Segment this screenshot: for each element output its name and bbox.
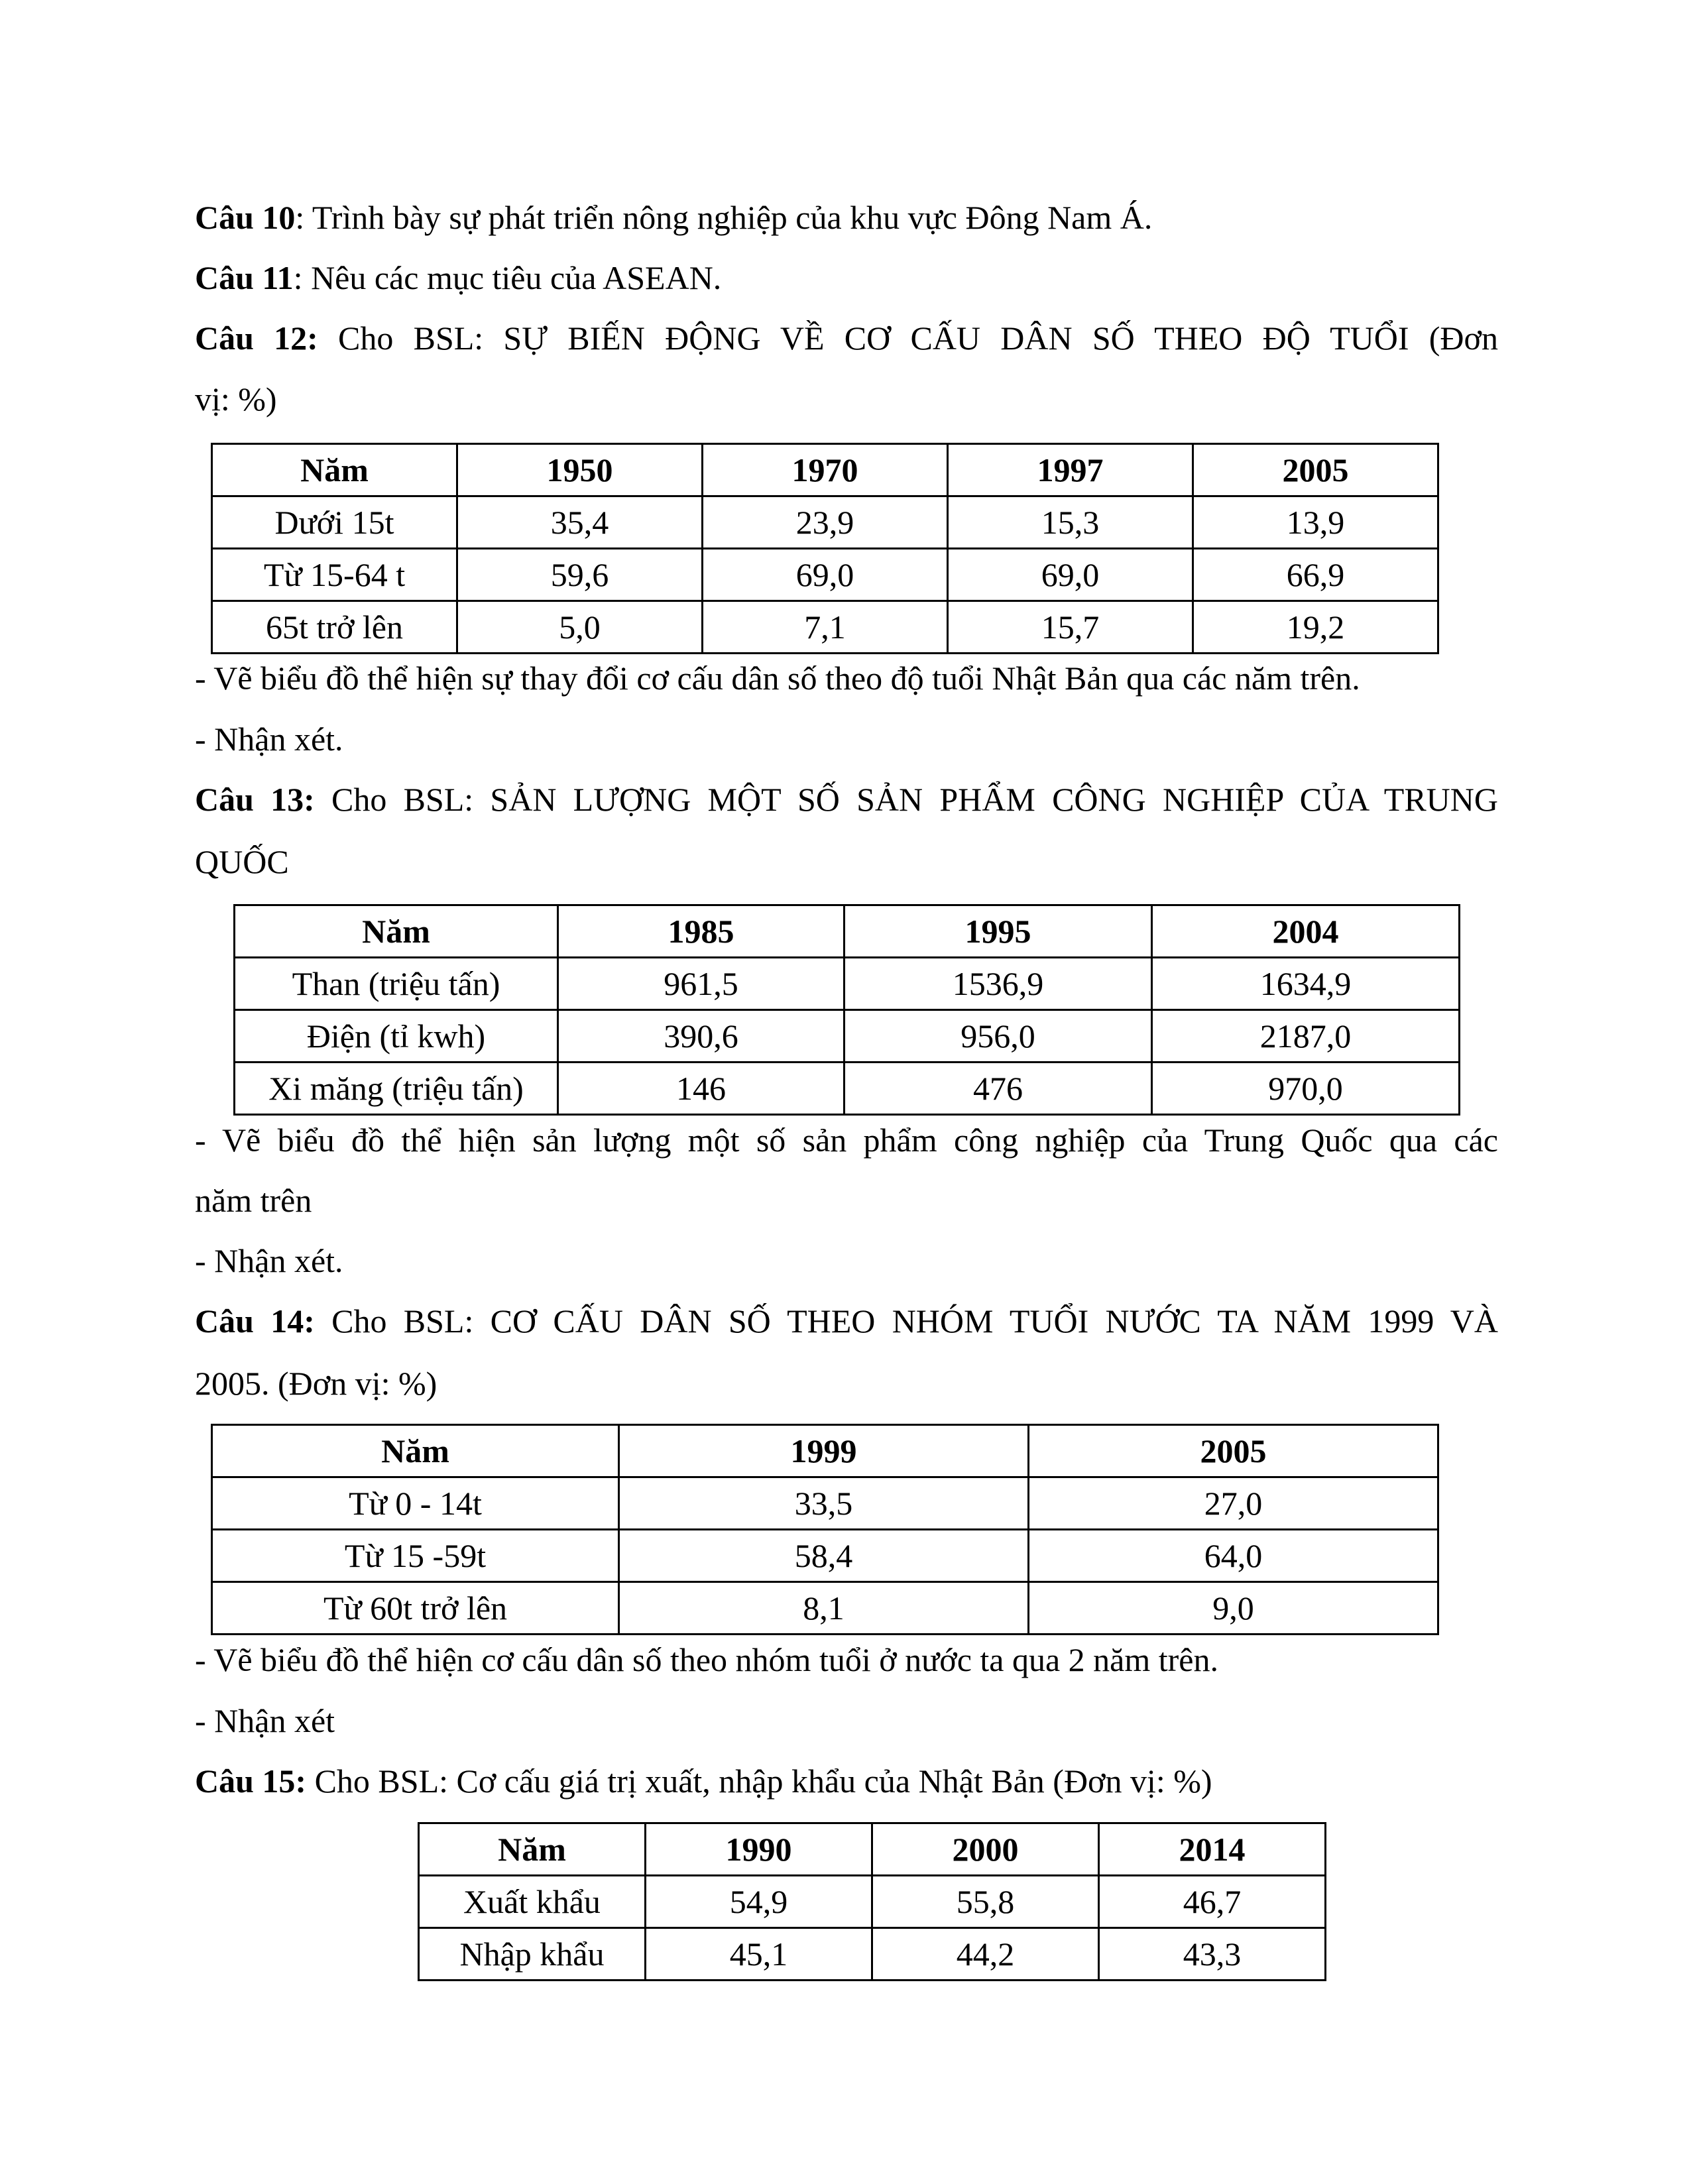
table-header-cell: 2005: [1029, 1425, 1438, 1477]
table-row: [212, 601, 1438, 654]
question-13-task1-line2: năm trên: [195, 1182, 312, 1219]
table-header-cell: Năm: [235, 905, 558, 958]
question-13-task2: - Nhận xét.: [195, 1242, 343, 1279]
question-15-title: Câu 15: Cho BSL: Cơ cấu giá trị xuất, nhập khẩu của Nhật Bản (Đơn vị: %): [195, 1762, 1212, 1800]
table-row: [212, 1530, 1438, 1582]
table-cell: 19,2: [1193, 601, 1438, 654]
question-12-title-line2: vị: %): [195, 380, 277, 418]
question-11-text: : Nêu các mục tiêu của ASEAN.: [293, 259, 722, 296]
question-14-title-line2: 2005. (Đơn vị: %): [195, 1365, 437, 1402]
table-row: [212, 1582, 1438, 1635]
table-header-cell: 1990: [646, 1823, 872, 1876]
question-12-label: Câu 12:: [195, 319, 318, 357]
table-row: [212, 496, 1438, 549]
table-cell: 64,0: [1029, 1530, 1438, 1582]
table-cell: 69,0: [948, 549, 1193, 601]
table-header-row: [212, 444, 1438, 496]
table-q12: [211, 443, 1439, 654]
table-cell: Điện (tỉ kwh): [235, 1010, 558, 1063]
table-cell: 146: [558, 1063, 845, 1115]
table-cell: 65t trở lên: [212, 601, 457, 654]
table-header-cell: 1997: [948, 444, 1193, 496]
table-row: [419, 1876, 1326, 1928]
table-cell: Từ 0 - 14t: [212, 1477, 619, 1530]
question-13-task1-line1: - Vẽ biểu đồ thể hiện sản lượng một số sản phẩm công nghiệp của Trung Quốc qua các: [195, 1121, 1498, 1159]
table-cell: Từ 60t trở lên: [212, 1582, 619, 1635]
table-q14: [211, 1424, 1439, 1635]
table-cell: 1634,9: [1152, 958, 1460, 1010]
question-14-title-line1: Câu 14: Cho BSL: CƠ CẤU DÂN SỐ THEO NHÓM TUỔI NƯỚC TA NĂM 1999 VÀ: [195, 1302, 1498, 1340]
question-10: [195, 198, 1152, 237]
table-cell: 8,1: [619, 1582, 1029, 1635]
table-cell: Từ 15-64 t: [212, 549, 457, 601]
question-13-title-line2: QUỐC: [195, 843, 289, 880]
question-14-task2: - Nhận xét: [195, 1702, 335, 1739]
question-10-text: : Trình bày sự phát triển nông nghiệp của khu vực Đông Nam Á.: [295, 199, 1153, 236]
question-12-title-line1: Câu 12: Cho BSL: SỰ BIẾN ĐỘNG VỀ CƠ CẤU DÂN SỐ THEO ĐỘ TUỔI (Đơn: [195, 319, 1498, 357]
table-cell: 5,0: [457, 601, 703, 654]
table-cell: Xuất khẩu: [419, 1876, 646, 1928]
table-cell: 55,8: [872, 1876, 1099, 1928]
question-15-label: Câu 15:: [195, 1762, 307, 1800]
table-cell: Nhập khẩu: [419, 1928, 646, 1981]
table-cell: Than (triệu tấn): [235, 958, 558, 1010]
table-header-cell: Năm: [212, 1425, 619, 1477]
table-row: [235, 1010, 1460, 1063]
question-14-label: Câu 14:: [195, 1302, 315, 1340]
table-cell: 44,2: [872, 1928, 1099, 1981]
table-header-cell: 2014: [1099, 1823, 1326, 1876]
table-cell: 43,3: [1099, 1928, 1326, 1981]
table-cell: 58,4: [619, 1530, 1029, 1582]
question-14-task1: - Vẽ biểu đồ thể hiện cơ cấu dân số theo nhóm tuổi ở nước ta qua 2 năm trên.: [195, 1641, 1218, 1678]
table-cell: 69,0: [703, 549, 948, 601]
table-header-cell: Năm: [419, 1823, 646, 1876]
question-13-label: Câu 13:: [195, 781, 315, 818]
question-11: [195, 258, 721, 298]
question-12-task2: - Nhận xét.: [195, 720, 343, 758]
table-q15: [418, 1822, 1326, 1981]
table-header-cell: 2000: [872, 1823, 1099, 1876]
table-row: [419, 1928, 1326, 1981]
table-header-cell: 2005: [1193, 444, 1438, 496]
table-cell: 66,9: [1193, 549, 1438, 601]
table-cell: 59,6: [457, 549, 703, 601]
table-q13: [233, 904, 1460, 1116]
table-cell: 45,1: [646, 1928, 872, 1981]
table-header-row: [235, 905, 1460, 958]
table-header-cell: 1999: [619, 1425, 1029, 1477]
table-row: [235, 958, 1460, 1010]
table-cell: 23,9: [703, 496, 948, 549]
table-cell: 1536,9: [845, 958, 1152, 1010]
table-cell: 13,9: [1193, 496, 1438, 549]
table-header-cell: 1995: [845, 905, 1152, 958]
table-cell: 27,0: [1029, 1477, 1438, 1530]
table-cell: 33,5: [619, 1477, 1029, 1530]
table-header-cell: 1985: [558, 905, 845, 958]
table-row: [235, 1063, 1460, 1115]
question-12-task1: - Vẽ biểu đồ thể hiện sự thay đổi cơ cấu dân số theo độ tuổi Nhật Bản qua các năm trên.: [195, 660, 1360, 697]
table-row: [212, 1477, 1438, 1530]
table-cell: Từ 15 -59t: [212, 1530, 619, 1582]
table-row: [212, 549, 1438, 601]
table-cell: Xi măng (triệu tấn): [235, 1063, 558, 1115]
question-13-title-line1: Câu 13: Cho BSL: SẢN LƯỢNG MỘT SỐ SẢN PHẨM CÔNG NGHIỆP CỦA TRUNG: [195, 781, 1498, 818]
table-cell: 15,7: [948, 601, 1193, 654]
table-cell: 476: [845, 1063, 1152, 1115]
question-10-label: Câu 10: [195, 199, 296, 236]
table-cell: 961,5: [558, 958, 845, 1010]
table-cell: 2187,0: [1152, 1010, 1460, 1063]
table-cell: 54,9: [646, 1876, 872, 1928]
table-cell: Dưới 15t: [212, 496, 457, 549]
table-cell: 7,1: [703, 601, 948, 654]
question-11-label: Câu 11: [195, 259, 294, 296]
table-cell: 390,6: [558, 1010, 845, 1063]
table-cell: 35,4: [457, 496, 703, 549]
table-cell: 9,0: [1029, 1582, 1438, 1635]
table-header-row: [419, 1823, 1326, 1876]
table-header-row: [212, 1425, 1438, 1477]
table-cell: 46,7: [1099, 1876, 1326, 1928]
table-header-cell: Năm: [212, 444, 457, 496]
table-cell: 970,0: [1152, 1063, 1460, 1115]
table-header-cell: 1950: [457, 444, 703, 496]
table-cell: 15,3: [948, 496, 1193, 549]
table-header-cell: 1970: [703, 444, 948, 496]
table-header-cell: 2004: [1152, 905, 1460, 958]
table-cell: 956,0: [845, 1010, 1152, 1063]
